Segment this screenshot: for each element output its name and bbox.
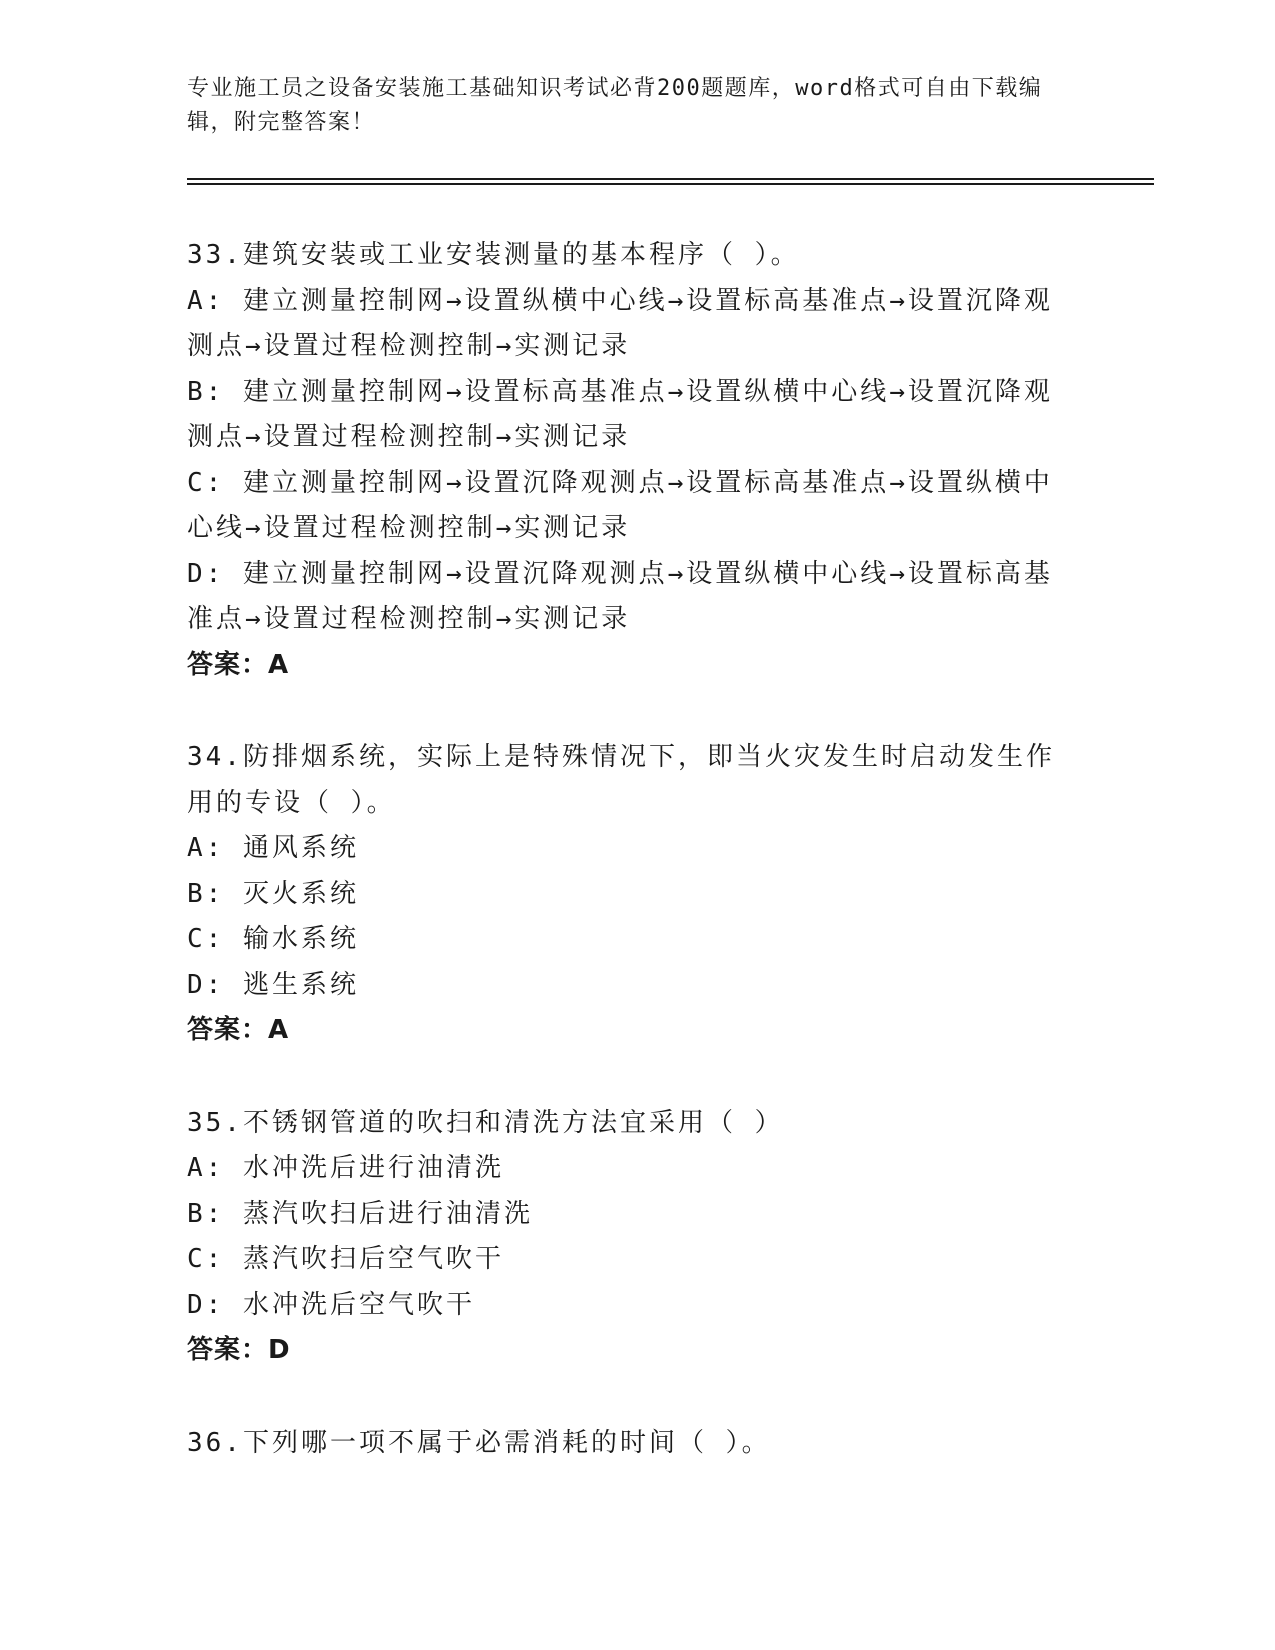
option-d: D: 建立测量控制网→设置沉降观测点→设置纵横中心线→设置标高基准点→设置过程检测控制→实测记录 xyxy=(187,558,1053,634)
option-d: D: 水冲洗后空气吹干 xyxy=(187,1289,475,1320)
option-a: A: 水冲洗后进行油清洗 xyxy=(187,1153,504,1183)
header-rule-bottom xyxy=(187,183,1154,185)
answer: 答案：A xyxy=(187,649,290,680)
question-list xyxy=(187,233,1077,1466)
question-35 xyxy=(187,1101,1077,1374)
option-b: B: 蒸汽吹扫后进行油清洗 xyxy=(187,1198,533,1229)
answer: 答案：D xyxy=(187,1335,291,1365)
option-c: C: 建立测量控制网→设置沉降观测点→设置标高基准点→设置纵横中心线→设置过程检测控制→实测记录 xyxy=(187,467,1053,543)
option-d: D: 逃生系统 xyxy=(187,969,359,1000)
question-33 xyxy=(187,233,1077,688)
option-b: B: 建立测量控制网→设置标高基准点→设置纵横中心线→设置沉降观测点→设置过程检测控制→实测记录 xyxy=(187,376,1053,452)
question-text: 34.防排烟系统，实际上是特殊情况下，即当火灾发生时启动发生作用的专设（ ）。 xyxy=(187,742,1055,818)
option-a: A: 通风系统 xyxy=(187,833,359,863)
question-text: 33.建筑安装或工业安装测量的基本程序（ ）。 xyxy=(187,240,800,270)
option-a: A: 建立测量控制网→设置纵横中心线→设置标高基准点→设置沉降观测点→设置过程检测控制→实测记录 xyxy=(187,285,1053,361)
document-header xyxy=(187,72,1067,140)
question-34 xyxy=(187,735,1077,1054)
header-rule-top xyxy=(187,178,1154,180)
option-c: C: 蒸汽吹扫后空气吹干 xyxy=(187,1244,504,1274)
question-text: 35.不锈钢管道的吹扫和清洗方法宜采用（ ） xyxy=(187,1107,784,1138)
answer: 答案：A xyxy=(187,1015,290,1045)
header-text: 专业施工员之设备安装施工基础知识考试必背200题题库，word格式可自由下载编辑，附完整答案！ xyxy=(187,76,1043,135)
question-36 xyxy=(187,1421,1077,1467)
question-text: 36.下列哪一项不属于必需消耗的时间（ ）。 xyxy=(187,1427,771,1458)
option-c: C: 输水系统 xyxy=(187,924,359,954)
option-b: B: 灭火系统 xyxy=(187,878,359,909)
